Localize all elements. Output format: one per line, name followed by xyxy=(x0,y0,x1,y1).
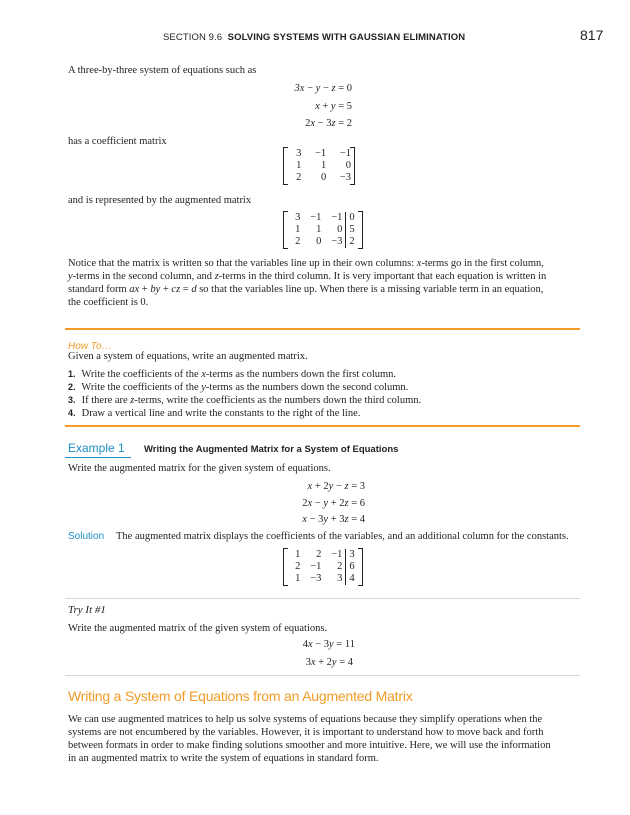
matrix-cell: 1 xyxy=(295,549,301,560)
howto-step-1: 1. Write the coefficients of the x-terms as the numbers down the first column. xyxy=(68,369,397,380)
matrix-row xyxy=(289,549,359,561)
notice-line-3: standard form ax + by + cz = d so that the variables line up. When there is a missing variable term in an equation, xyxy=(68,284,544,295)
tryit-title: Try It #1 xyxy=(68,604,106,616)
matrix-row xyxy=(289,172,351,184)
howto-intro: Given a system of equations, write an augmented matrix. xyxy=(68,351,308,362)
section-heading: Writing a System of Equations from an Augmented Matrix xyxy=(68,688,413,704)
example-underline xyxy=(65,457,131,458)
solution-label: Solution xyxy=(68,531,105,542)
matrix-cell: 6 xyxy=(346,561,359,573)
matrix-cell: 3 xyxy=(346,549,359,561)
matrix-row xyxy=(289,573,359,585)
matrix-cell: 2 xyxy=(296,172,302,183)
matrix-cell: 1 xyxy=(295,224,301,235)
intro-equation-2: x + y = 5 xyxy=(315,101,352,112)
solution-text: The augmented matrix displays the coefficients of the variables, and an additional column for the constants. xyxy=(116,531,569,542)
matrix-row xyxy=(289,236,359,248)
page-number: 817 xyxy=(580,27,604,43)
tryit-top-rule xyxy=(65,598,580,599)
matrix-cell: 2 xyxy=(337,561,343,572)
matrix-row xyxy=(289,148,351,160)
matrix-cell: −1 xyxy=(339,148,351,159)
matrix-cell: 5 xyxy=(346,224,359,236)
matrix-row xyxy=(289,224,359,236)
howto-steps xyxy=(68,368,580,420)
tryit-equation-1: 4x − 3y = 11 xyxy=(302,639,355,650)
tryit-prompt: Write the augmented matrix of the given system of equations. xyxy=(68,623,328,634)
matrix-cell: −3 xyxy=(310,573,322,584)
example-title: Writing the Augmented Matrix for a System of Equations xyxy=(144,444,399,455)
matrix-cell: 3 xyxy=(337,573,343,584)
notice-paragraph xyxy=(68,257,580,309)
section-line-3: between formats in order to make finding solutions smoother and more intuitive. Here, we will use the information xyxy=(68,740,551,751)
matrix-row xyxy=(289,160,351,172)
intro-line: A three-by-three system of equations such as xyxy=(68,65,257,76)
matrix-cell: 1 xyxy=(316,224,322,235)
matrix-cell: 1 xyxy=(295,573,301,584)
matrix-cell: 2 xyxy=(316,549,322,560)
matrix-cell: 4 xyxy=(346,573,359,585)
matrix-cell: 2 xyxy=(295,236,301,247)
matrix-row xyxy=(289,212,359,224)
matrix-cell: 2 xyxy=(295,561,301,572)
matrix-cell: 0 xyxy=(316,236,322,247)
matrix-cell: −1 xyxy=(315,148,327,159)
notice-line-1: Notice that the matrix is written so that the variables line up in their own columns: x-terms go in the first column, xyxy=(68,258,544,269)
howto-step-4: 4. Draw a vertical line and write the constants to the right of the line. xyxy=(68,408,361,419)
matrix-cell: 1 xyxy=(296,160,302,171)
matrix-cell: −1 xyxy=(331,549,343,560)
matrix-cell: 0 xyxy=(346,212,359,224)
intro-equation-1: 3x − y − z = 0 xyxy=(294,83,352,94)
howto-bottom-rule xyxy=(65,425,580,427)
matrix-cell: −1 xyxy=(310,561,322,572)
matrix-cell: 0 xyxy=(337,224,343,235)
matrix-cell: 0 xyxy=(345,160,351,171)
matrix-cell: −3 xyxy=(339,172,351,183)
section-line-4: in an augmented matrix to write the system of equations in standard form. xyxy=(68,753,379,764)
matrix-cell: 1 xyxy=(320,160,327,171)
aug-label: and is represented by the augmented matrix xyxy=(68,195,252,206)
matrix-cell: 3 xyxy=(295,212,301,223)
matrix-cell: −1 xyxy=(331,212,343,223)
example-label: Example 1 xyxy=(68,441,125,455)
matrix-row xyxy=(289,561,359,573)
augmented-matrix xyxy=(283,211,363,249)
section-label xyxy=(163,31,465,44)
coef-label: has a coefficient matrix xyxy=(68,136,167,147)
howto-top-rule xyxy=(65,328,580,330)
tryit-equation-2: 3x + 2y = 4 xyxy=(305,657,353,668)
section-title: SOLVING SYSTEMS WITH GAUSSIAN ELIMINATION xyxy=(227,32,466,43)
matrix-cell: 3 xyxy=(296,148,302,159)
howto-step-2: 2. Write the coefficients of the y-terms as the numbers down the second column. xyxy=(68,382,409,393)
coefficient-matrix xyxy=(283,147,355,185)
example-prompt: Write the augmented matrix for the given system of equations. xyxy=(68,463,331,474)
tryit-bottom-rule xyxy=(65,675,580,676)
matrix-cell: 0 xyxy=(320,172,327,183)
section-line-1: We can use augmented matrices to help us solve systems of equations because they simplify operations when the xyxy=(68,714,543,725)
section-paragraph xyxy=(68,713,580,765)
example-equation-1: x + 2y − z = 3 xyxy=(307,481,365,492)
matrix-cell: −3 xyxy=(331,236,343,247)
matrix-cell: 2 xyxy=(346,236,359,248)
howto-title: How To… xyxy=(68,341,112,352)
section-line-2: systems are not encumbered by the variables. However, it is important to understand how to move back and forth xyxy=(68,727,544,738)
howto-step-3: 3. If there are z-terms, write the coefficients as the numbers down the third column. xyxy=(68,395,422,406)
notice-line-4: the coefficient is 0. xyxy=(68,297,149,308)
intro-equation-3: 2x − 3z = 2 xyxy=(305,118,352,129)
section-number: SECTION 9.6 xyxy=(163,32,223,43)
example-equation-3: x − 3y + 3z = 4 xyxy=(302,514,365,525)
example-matrix xyxy=(283,548,363,586)
matrix-cell: −1 xyxy=(310,212,322,223)
notice-line-2: y-terms in the second column, and z-terms in the third column. It is very important that each equation is written in xyxy=(68,271,547,282)
page-header xyxy=(0,27,630,45)
example-equation-2: 2x − y + 2z = 6 xyxy=(302,498,365,509)
